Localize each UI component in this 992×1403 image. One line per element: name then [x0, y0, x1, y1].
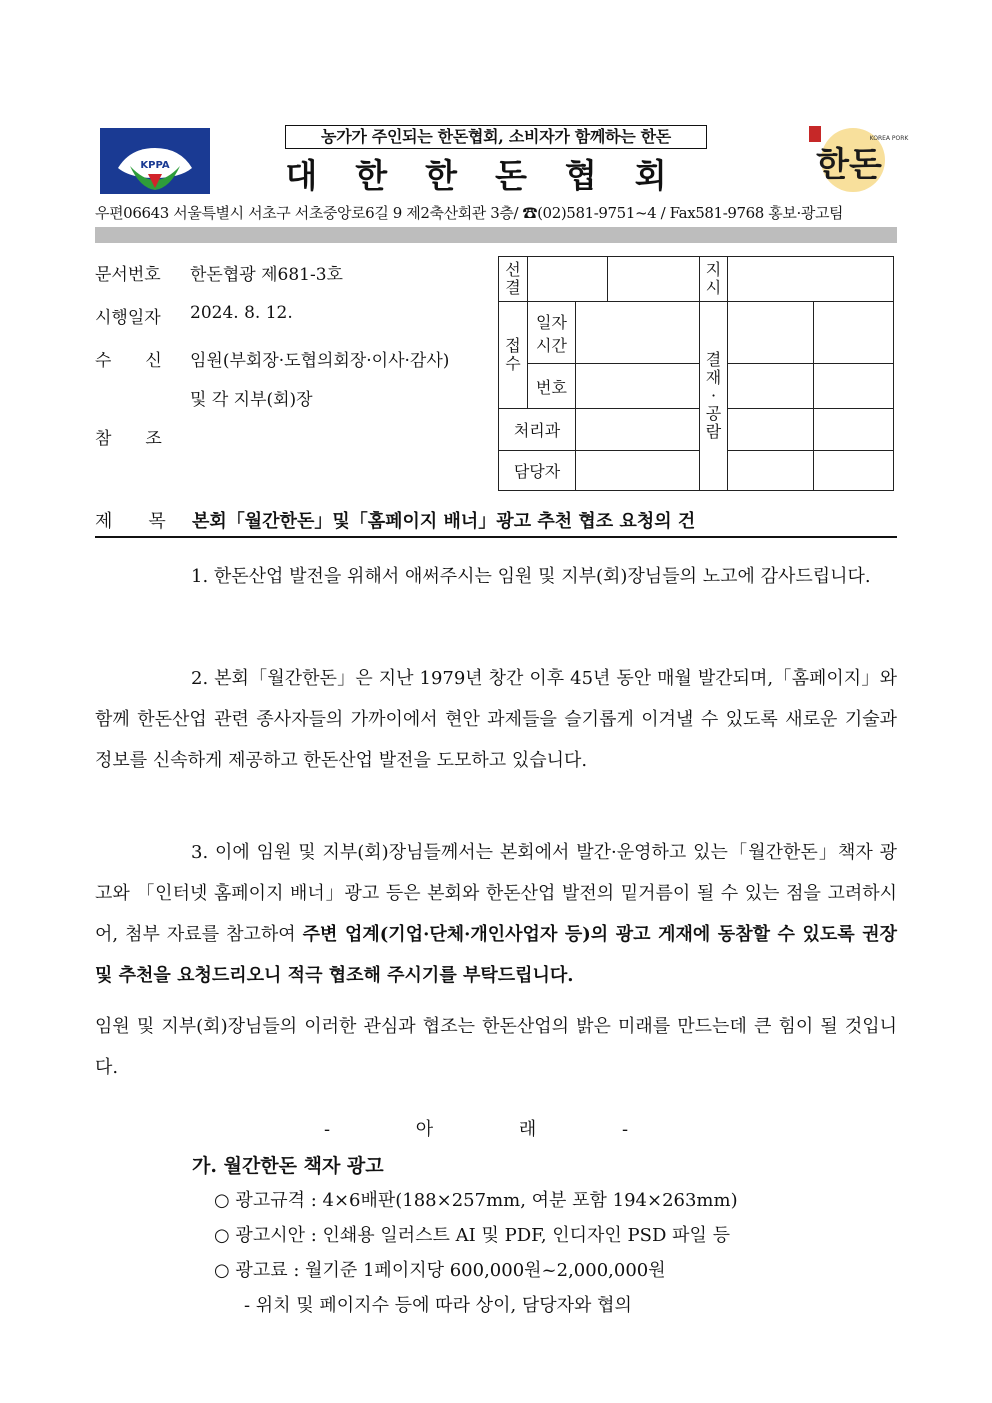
person-in-charge-cell — [576, 451, 700, 491]
approval-cell-4a — [728, 451, 814, 491]
subject-label: 제 목 — [95, 511, 166, 532]
date-time-label: 일자 시간 — [528, 302, 576, 364]
slogan: 농가가 주인되는 한돈협회, 소비자가 함께하는 한돈 — [285, 125, 707, 149]
approval-cell-1b — [814, 302, 894, 364]
recipient-label: 수 신 — [95, 351, 162, 371]
list-sub-item: - 위치 및 페이지수 등에 따라 상이, 담당자와 협의 — [244, 1295, 632, 1316]
list-item: ○ 광고료 : 월기준 1페이지당 600,000원~2,000,000원 — [214, 1260, 666, 1281]
paragraph-4: 임원 및 지부(회)장님들의 이러한 관심과 협조는 한돈산업의 밝은 미래를 만드는데 큰 힘이 될 것입니다. — [95, 1016, 897, 1078]
person-in-charge-label: 담당자 — [499, 451, 576, 491]
paragraph-1: 1. 한돈산업 발전을 위해서 애써주시는 임원 및 지부(회)장님들의 노고에 감사드립니다. — [191, 566, 871, 587]
notice-title: - 아 래 - — [323, 1119, 669, 1140]
address-line: 우편06643 서울특별시 서초구 서초중앙로6길 9 제2축산회관 3층/ ☎(02)581-9751~4 / Fax581-9768 홍보·광고팀 — [95, 204, 844, 222]
jeop-su-label: 접수 — [499, 302, 528, 409]
list-item: ○ 광고규격 : 4×6배판(188×257mm, 여분 포함 194×263mm) — [214, 1190, 738, 1211]
ji-si-label: 지시 — [700, 257, 728, 302]
seon-gyeol-label: 선결 — [499, 257, 528, 302]
header-divider-bar — [95, 227, 897, 243]
recipient-line-1: 임원(부회장·도협의회장·이사·감사) — [190, 351, 450, 371]
approval-cell-4b — [814, 451, 894, 491]
doc-number: 한돈협광 제681-3호 — [190, 265, 343, 285]
paragraph-3-normal: 3. 이에 임원 및 지부(회)장님들께서는 본회에서 발간·운영하고 있는「월간한돈」책자 광고와 「인터넷 홈페이지 배너」광고 등은 본회와 한돈산업 발전의 밑거름이 될 수 있는 점을 고려하시어, 첨부 자료를 참고하여 — [95, 842, 897, 945]
approval-cell-2b — [814, 364, 894, 409]
section-title: 가. 월간한돈 책자 광고 — [192, 1155, 384, 1177]
recipient-line-2: 및 각 지부(회)장 — [190, 390, 313, 410]
approval-table — [498, 256, 894, 491]
approval-cell-2a — [728, 364, 814, 409]
approval-cell-1a — [728, 302, 814, 364]
reference-label: 참 조 — [95, 429, 162, 449]
paragraph-3 — [95, 832, 897, 996]
doc-number-label: 문서번호 — [95, 265, 161, 285]
list-item: ○ 광고시안 : 인쇄용 일러스트 AI 및 PDF, 인디자인 PSD 파일 등 — [214, 1225, 731, 1246]
seon-gyeol-cell-1 — [528, 257, 608, 302]
organization-name: 대한한돈협회 — [285, 156, 705, 195]
svg-text:한돈: 한돈 — [816, 145, 882, 185]
enforcement-date: 2024. 8. 12. — [190, 303, 293, 323]
number-label: 번호 — [528, 364, 576, 409]
date-label: 시행일자 — [95, 308, 161, 328]
approval-cell-3a — [728, 409, 814, 451]
paragraph-2: 2. 본회「월간한돈」은 지난 1979년 창간 이후 45년 동안 매월 발간되며,「홈페이지」와 함께 한돈산업 관련 종사자들의 가까이에서 현안 과제들을 슬기롭게 이겨낼 수 있도록 새로운 기술과 정보를 신속하게 제공하고 한돈산업 발전을 도모하고 있습니다. — [95, 668, 897, 771]
seon-gyeol-cell-2 — [608, 257, 700, 302]
processing-dept-label: 처리과 — [499, 409, 576, 451]
kppa-logo — [100, 128, 210, 194]
date-time-cell — [576, 302, 700, 364]
approval-cell-3b — [814, 409, 894, 451]
ji-si-cell — [728, 257, 894, 302]
gyeol-jae-label: 결재·공람 — [700, 302, 728, 491]
processing-dept-cell — [576, 409, 700, 451]
number-cell — [576, 364, 700, 409]
paragraph-3-bold: 주변 업계(기업·단체·개인사업자 등)의 광고 게재에 동참할 수 있도록 권장 및 추천을 요청드리오니 적극 협조해 주시기를 부탁드립니다. — [95, 924, 897, 986]
handdon-logo — [805, 122, 909, 194]
subject-text: 본회「월간한돈」및「홈페이지 배너」광고 추천 협조 요청의 건 — [192, 511, 696, 532]
svg-text:KOREA PORK: KOREA PORK — [869, 135, 909, 142]
subject-underline — [95, 536, 897, 538]
svg-text:KPPA: KPPA — [140, 160, 170, 171]
